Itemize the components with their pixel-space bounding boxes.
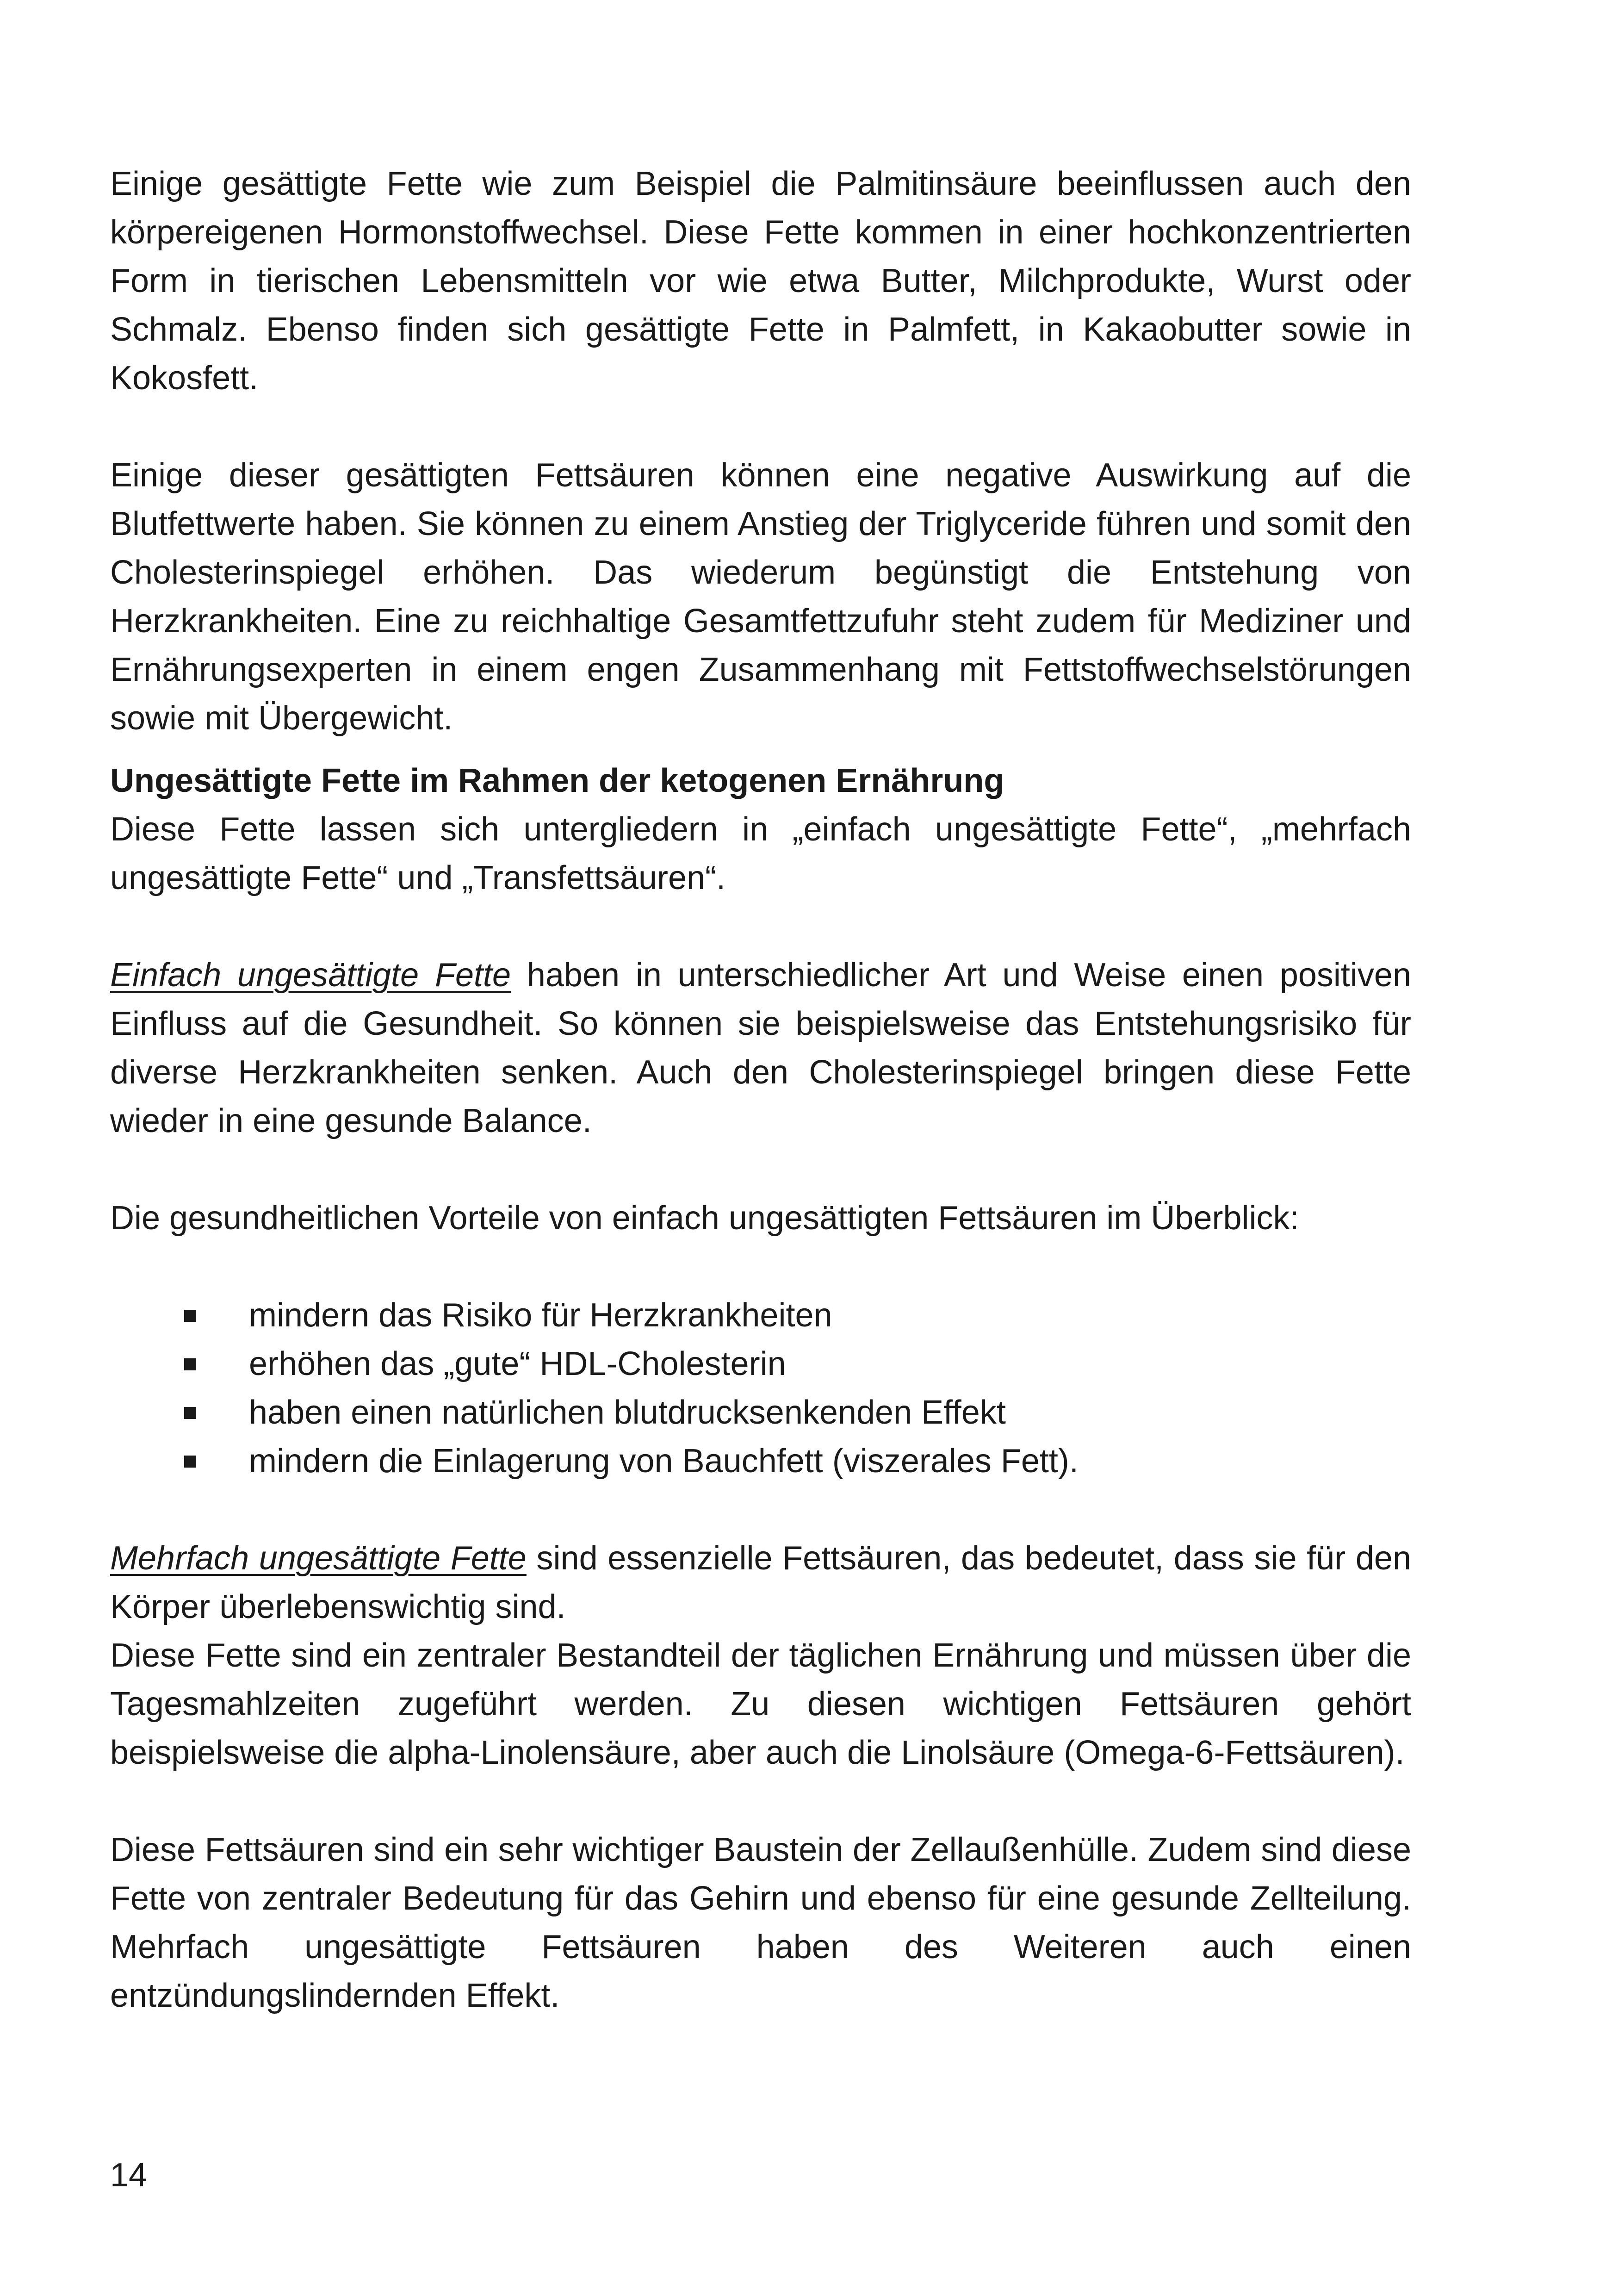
paragraph-polyunsaturated — [110, 1534, 1411, 1631]
benefits-list — [110, 1291, 1411, 1486]
page-number: 14 — [110, 2157, 148, 2194]
paragraph-cell-membrane: Diese Fettsäuren sind ein sehr wichtiger Baustein der Zellaußenhülle. Zudem sind diese Fette von zentraler Bedeutung für das Gehirn und ebenso für eine gesunde Zellteilung. Mehrfach ungesättigte Fettsäuren haben des Weiteren auch einen entzündungslindernden Effekt. — [110, 1831, 1411, 2014]
paragraph-subdivision: Diese Fette lassen sich untergliedern in „einfach ungesättigte Fette“, „mehrfach ungesättigte Fette“ und „Transfettsäuren“. — [110, 811, 1411, 896]
section-heading: Ungesättigte Fette im Rahmen der ketogenen Ernährung — [110, 762, 1004, 799]
spacer — [110, 1777, 1411, 1826]
term-monounsaturated: Einfach ungesättigte Fette — [110, 957, 511, 994]
square-bullet-icon — [184, 1310, 196, 1322]
term-polyunsaturated: Mehrfach ungesättigte Fette — [110, 1540, 527, 1577]
list-item: mindern das Risiko für Herzkrankheiten — [110, 1291, 1411, 1340]
spacer — [110, 902, 1411, 951]
paragraph-blood-lipids: Einige dieser gesättigten Fettsäuren können eine negative Auswirkung auf die Blutfettwerte haben. Sie können zu einem Anstieg der Triglyceride führen und somit den Cholesterinspiegel erhöhen. Das wiederum begünstigt die Entstehung von Herzkrankheiten. Eine zu reichhaltige Gesamtfettzufuhr steht zudem für Mediziner und Ernährungsexperten in einem engen Zusammenhang mit Fettstoffwechselstörungen sowie mit Übergewicht. — [110, 457, 1411, 737]
square-bullet-icon — [184, 1456, 196, 1468]
paragraph-benefits-intro: Die gesundheitlichen Vorteile von einfach ungesättigten Fettsäuren im Überblick: — [110, 1200, 1299, 1237]
spacer — [110, 1145, 1411, 1194]
paragraph-monounsaturated — [110, 951, 1411, 1145]
list-item: mindern die Einlagerung von Bauchfett (viszerales Fett). — [110, 1437, 1411, 1486]
paragraph-polyunsaturated-text: sind essenzielle Fettsäuren, das bedeutet, dass sie für den Körper überlebenswichtig sind. — [110, 1540, 1411, 1625]
list-item: haben einen natürlichen blutdrucksenkenden Effekt — [110, 1388, 1411, 1437]
paragraph-monounsaturated-text: haben in unterschiedlicher Art und Weise einen positiven Einfluss auf die Gesundheit. So können sie beispielsweise das Entstehungsrisiko für diverse Herzkrankheiten senken. Auch den Cholesterinspiegel bringen diese Fette wieder in eine gesunde Balance. — [110, 957, 1411, 1139]
page-body — [110, 160, 1411, 2020]
spacer — [110, 1486, 1411, 1534]
list-item: erhöhen das „gute“ HDL-Cholesterin — [110, 1340, 1411, 1388]
square-bullet-icon — [184, 1358, 196, 1370]
spacer — [110, 403, 1411, 451]
square-bullet-icon — [184, 1407, 196, 1419]
spacer — [110, 1243, 1411, 1291]
paragraph-saturated-fats: Einige gesättigte Fette wie zum Beispiel die Palmitinsäure beeinflussen auch den körpereigenen Hormonstoffwechsel. Diese Fette kommen in einer hochkonzentrierten Form in tierischen Lebensmitteln vor wie etwa Butter, Milchprodukte, Wurst oder Schmalz. Ebenso finden sich gesättigte Fette in Palmfett, in Kakaobutter sowie in Kokosfett. — [110, 165, 1411, 397]
paragraph-daily-nutrition: Diese Fette sind ein zentraler Bestandteil der täglichen Ernährung und müssen über die Tagesmahlzeiten zugeführt werden. Zu diesen wichtigen Fettsäuren gehört beispielsweise die alpha-Linolensäure, aber auch die Linolsäure (Omega-6-Fettsäuren). — [110, 1637, 1411, 1771]
